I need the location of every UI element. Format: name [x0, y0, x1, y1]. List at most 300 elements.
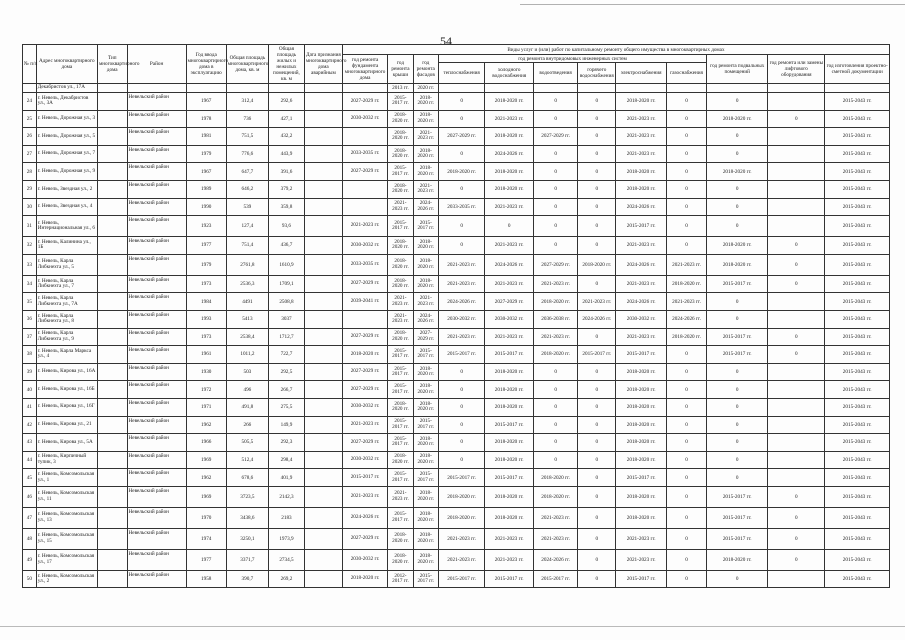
cell-elevator [768, 216, 825, 237]
cell-year: 1973 [186, 328, 226, 346]
cell-hot-water: 0 [578, 275, 616, 293]
cell-type [97, 398, 127, 416]
cell-design: 2015-2043 гг. [825, 434, 890, 452]
cell-sewer: 0 [533, 381, 577, 399]
cell-design: 2015-2043 гг. [825, 310, 890, 328]
cell-year [186, 84, 226, 93]
cell-district: Невельский район [127, 145, 186, 163]
cell-year: 1973 [186, 275, 226, 293]
cell-num: 42 [23, 416, 37, 434]
col-elevator: год ремонта или замены лифтового оборудования [768, 55, 825, 84]
cell-cold-water: 2015-2017 гг. [485, 469, 534, 487]
cell-district: Невельский район [127, 363, 186, 381]
cell-cold-water: 2024-2026 гг. [485, 254, 534, 275]
cell-hot-water: 0 [578, 180, 616, 198]
cell-facade: 2018-2020 гг. [413, 163, 438, 181]
cell-gas: 0 [666, 570, 706, 588]
cell-area-total: 678,6 [226, 469, 268, 487]
cell-recognition [304, 110, 342, 128]
col-num: № п/п [23, 45, 37, 84]
cell-cold-water [485, 84, 534, 93]
table-row [23, 346, 890, 364]
cell-electric: 2018-2020 гг. [616, 163, 667, 181]
cell-foundation: 2033-2035 гг. [342, 145, 387, 163]
cell-year: 1930 [186, 363, 226, 381]
cell-hot-water: 0 [578, 363, 616, 381]
cell-heat: 2018-2020 гг. [438, 486, 484, 507]
cell-area-total: 2536,3 [226, 275, 268, 293]
cell-num: 34 [23, 275, 37, 293]
cell-district: Невельский район [127, 328, 186, 346]
cell-foundation: 2027-2029 гг. [342, 93, 387, 111]
cell-area-total: 539 [226, 198, 268, 216]
cell-hot-water: 0 [578, 528, 616, 549]
cell-roof: 2018-2020 гг. [388, 275, 413, 293]
cell-design: 2015-2043 гг. [825, 180, 890, 198]
cell-num: 24 [23, 93, 37, 111]
capital-repair-table [22, 44, 890, 588]
cell-foundation: 2021-2023 гг. [342, 216, 387, 237]
cell-design: 2015-2043 гг. [825, 549, 890, 570]
cell-sewer: 0 [533, 416, 577, 434]
cell-type [97, 346, 127, 364]
cell-facade: 2018-2020 гг. [413, 549, 438, 570]
col-heat: теплоснабжения [438, 63, 484, 84]
cell-type [97, 469, 127, 487]
cell-hot-water: 2015-2017 гг. [578, 346, 616, 364]
cell-cold-water: 2021-2023 гг. [485, 237, 534, 255]
cell-recognition [304, 507, 342, 528]
table-row [23, 570, 890, 588]
cell-heat: 0 [438, 93, 484, 111]
cell-roof: 2015-2017 гг. [388, 469, 413, 487]
cell-area-total: 1011,2 [226, 346, 268, 364]
cell-num: 44 [23, 451, 37, 469]
cell-gas: 0 [666, 110, 706, 128]
cell-elevator [768, 163, 825, 181]
cell-foundation: 2030-2032 гг. [342, 451, 387, 469]
cell-foundation: 2027-2029 гг. [342, 363, 387, 381]
cell-year: 1966 [186, 434, 226, 452]
cell-heat: 0 [438, 416, 484, 434]
cell-basement: 2018-2020 гг. [707, 163, 768, 181]
cell-heat: 2021-2023 гг. [438, 275, 484, 293]
cell-electric: 2015-2017 гг. [616, 469, 667, 487]
cell-area-total: 503 [226, 363, 268, 381]
cell-electric: 2030-2032 гг. [616, 310, 667, 328]
col-address: Адрес многоквартирного дома [36, 45, 97, 84]
table-row [23, 310, 890, 328]
cell-area-total: 736 [226, 110, 268, 128]
cell-heat: 0 [438, 434, 484, 452]
cell-basement: 0 [707, 451, 768, 469]
col-basement: год ремонта подвальных помещений [707, 55, 768, 84]
cell-heat: 2021-2023 гг. [438, 549, 484, 570]
cell-sewer [533, 84, 577, 93]
cell-recognition [304, 363, 342, 381]
cell-design: 2015-2043 гг. [825, 381, 890, 399]
cell-gas: 0 [666, 216, 706, 237]
cell-basement: 0 [707, 93, 768, 111]
cell-hot-water: 0 [578, 451, 616, 469]
cell-type [97, 293, 127, 311]
cell-design: 2015-2043 гг. [825, 486, 890, 507]
col-year: Год ввода многоквартирного дома в эксплуатацию [186, 45, 226, 84]
cell-district: Невельский район [127, 416, 186, 434]
cell-roof: 2015-2017 гг. [388, 507, 413, 528]
cell-area-total: 4491 [226, 293, 268, 311]
cell-address: Декабристов ул., 17А [36, 84, 97, 93]
cell-roof: 2015-2017 гг. [388, 363, 413, 381]
cell-area-living: 443,9 [269, 145, 305, 163]
cell-hot-water: 0 [578, 216, 616, 237]
cell-type [97, 145, 127, 163]
cell-roof: 2015-2017 гг. [388, 346, 413, 364]
cell-heat: 2021-2023 гг. [438, 528, 484, 549]
cell-year: 1962 [186, 416, 226, 434]
cell-heat: 0 [438, 381, 484, 399]
cell-type [97, 275, 127, 293]
cell-design: 2015-2043 гг. [825, 237, 890, 255]
cell-heat: 2021-2023 гг. [438, 254, 484, 275]
col-gas: газоснабжения [666, 63, 706, 84]
cell-gas [666, 84, 706, 93]
cell-num: 50 [23, 570, 37, 588]
cell-type [97, 254, 127, 275]
cell-electric: 2024-2026 гг. [616, 293, 667, 311]
cell-year: 1962 [186, 469, 226, 487]
cell-roof: 2018-2020 гг. [388, 254, 413, 275]
cell-area-living: 359,8 [269, 198, 305, 216]
cell-basement: 0 [707, 363, 768, 381]
cell-year: 1958 [186, 570, 226, 588]
cell-year: 1969 [186, 451, 226, 469]
col-design: год изготовления проектно-сметной документации [825, 55, 890, 84]
col-recognition: Дата признания многоквартирного дома аварийным [304, 45, 342, 84]
cell-area-total: 647,7 [226, 163, 268, 181]
cell-district: Невельский район [127, 216, 186, 237]
cell-facade: 2018-2020 гг. [413, 254, 438, 275]
cell-basement: 2015-2017 гг. [707, 275, 768, 293]
cell-year: 1967 [186, 93, 226, 111]
cell-area-living [269, 84, 305, 93]
cell-foundation: 2018-2020 гг. [342, 570, 387, 588]
cell-type [97, 381, 127, 399]
table-row [23, 163, 890, 181]
cell-hot-water: 0 [578, 163, 616, 181]
cell-roof: 2018-2020 гг. [388, 145, 413, 163]
cell-gas: 0 [666, 451, 706, 469]
cell-area-living: 2142,3 [269, 486, 305, 507]
cell-num: 35 [23, 293, 37, 311]
cell-address: г. Невель, Кирова ул., 16А [36, 363, 97, 381]
cell-heat: 2015-2017 гг. [438, 570, 484, 588]
cell-gas: 0 [666, 145, 706, 163]
cell-address: г. Невель, Карла Либкнехта ул., 5 [36, 254, 97, 275]
cell-hot-water: 0 [578, 328, 616, 346]
cell-area-living: 436,7 [269, 237, 305, 255]
cell-district: Невельский район [127, 128, 186, 146]
cell-heat: 0 [438, 363, 484, 381]
cell-num: 33 [23, 254, 37, 275]
cell-num [23, 84, 37, 93]
cell-num: 26 [23, 128, 37, 146]
cell-sewer: 0 [533, 163, 577, 181]
table-row [23, 110, 890, 128]
cell-gas: 0 [666, 128, 706, 146]
cell-sewer: 0 [533, 198, 577, 216]
cell-facade: 2018-2020 гг. [413, 451, 438, 469]
cell-roof: 2015-2017 гг. [388, 416, 413, 434]
cell-area-living: 427,1 [269, 110, 305, 128]
cell-cold-water: 2015-2017 гг. [485, 416, 534, 434]
cell-heat: 2018-2020 гг. [438, 507, 484, 528]
cell-area-total: 496 [226, 381, 268, 399]
cell-district: Невельский район [127, 507, 186, 528]
cell-hot-water [578, 84, 616, 93]
cell-area-living: 292,3 [269, 434, 305, 452]
cell-recognition [304, 328, 342, 346]
table-row [23, 237, 890, 255]
cell-roof: 2018-2020 гг. [388, 237, 413, 255]
cell-hot-water: 0 [578, 549, 616, 570]
cell-foundation [342, 198, 387, 216]
cell-roof: 2018-2020 гг. [388, 451, 413, 469]
cell-type [97, 310, 127, 328]
cell-num: 43 [23, 434, 37, 452]
cell-roof: 2018-2020 гг. [388, 110, 413, 128]
cell-sewer: 2015-2017 гг. [533, 570, 577, 588]
cell-basement: 0 [707, 381, 768, 399]
cell-gas: 0 [666, 398, 706, 416]
cell-roof: 2018-2020 гг. [388, 398, 413, 416]
cell-basement: 2015-2017 гг. [707, 528, 768, 549]
col-hot-water: горячего водоснабжения [578, 63, 616, 84]
cell-address: г. Невель, Комсомольская ул., 2 [36, 570, 97, 588]
cell-basement: 0 [707, 310, 768, 328]
cell-recognition [304, 275, 342, 293]
cell-elevator: 0 [768, 237, 825, 255]
cell-address: г. Невель, Звездная ул., 4 [36, 198, 97, 216]
cell-electric: 2015-2017 гг. [616, 216, 667, 237]
cell-facade: 2027-2029 гг. [413, 328, 438, 346]
table-row [23, 216, 890, 237]
cell-electric [616, 84, 667, 93]
cell-address: г. Невель, Дорожная ул., 9 [36, 163, 97, 181]
cell-cold-water: 2021-2023 гг. [485, 328, 534, 346]
cell-year: 1989 [186, 180, 226, 198]
cell-design: 2015-2043 гг. [825, 93, 890, 111]
cell-sewer: 2018-2020 гг. [533, 346, 577, 364]
cell-address: г. Невель, Интернациональная ул., 6 [36, 216, 97, 237]
cell-district: Невельский район [127, 110, 186, 128]
cell-basement: 2015-2017 гг. [707, 486, 768, 507]
cell-hot-water: 0 [578, 198, 616, 216]
cell-area-total: 3438,6 [226, 507, 268, 528]
cell-type [97, 163, 127, 181]
cell-area-total: 390,7 [226, 570, 268, 588]
cell-num: 29 [23, 180, 37, 198]
cell-gas: 0 [666, 549, 706, 570]
cell-district: Невельский район [127, 451, 186, 469]
cell-electric: 2021-2023 гг. [616, 237, 667, 255]
cell-design: 2015-2043 гг. [825, 507, 890, 528]
cell-elevator: 0 [768, 528, 825, 549]
cell-hot-water: 0 [578, 381, 616, 399]
cell-gas: 0 [666, 363, 706, 381]
cell-elevator: 0 [768, 328, 825, 346]
cell-area-total: 3723,5 [226, 486, 268, 507]
cell-district: Невельский район [127, 469, 186, 487]
cell-electric: 2018-2020 гг. [616, 451, 667, 469]
cell-num: 36 [23, 310, 37, 328]
cell-foundation [342, 84, 387, 93]
cell-area-total: 312,4 [226, 93, 268, 111]
cell-electric: 2015-2017 гг. [616, 346, 667, 364]
cell-basement: 0 [707, 469, 768, 487]
table-row [23, 328, 890, 346]
cell-year: 1981 [186, 128, 226, 146]
cell-electric: 2024-2026 гг. [616, 254, 667, 275]
cell-hot-water: 0 [578, 434, 616, 452]
cell-area-living: 149,9 [269, 416, 305, 434]
cell-foundation: 2021-2023 гг. [342, 486, 387, 507]
cell-facade: 2018-2020 гг. [413, 363, 438, 381]
cell-roof: 2021-2023 гг. [388, 310, 413, 328]
cell-address: г. Невель, Карла Маркса ул., 4 [36, 346, 97, 364]
cell-gas: 2021-2023 гг. [666, 293, 706, 311]
col-cold-water: холодного водоснабжения [485, 63, 534, 84]
cell-heat [438, 84, 484, 93]
cell-cold-water: 0 [485, 216, 534, 237]
cell-area-living: 93,6 [269, 216, 305, 237]
cell-area-total: 5413 [226, 310, 268, 328]
cell-elevator [768, 451, 825, 469]
cell-area-total: 3371,7 [226, 549, 268, 570]
cell-facade: 2015-2017 гг. [413, 346, 438, 364]
cell-area-living: 2734,5 [269, 549, 305, 570]
col-area-total: Общая площадь многоквартирного дома, кв. м [226, 45, 268, 84]
cell-facade: 2018-2020 гг. [413, 507, 438, 528]
cell-sewer: 2027-2029 гг. [533, 254, 577, 275]
cell-district: Невельский район [127, 163, 186, 181]
cell-num: 32 [23, 237, 37, 255]
cell-area-living: 401,9 [269, 469, 305, 487]
cell-address: г. Невель, Карла Либкнехта ул., 8 [36, 310, 97, 328]
cell-type [97, 128, 127, 146]
cell-district: Невельский район [127, 93, 186, 111]
cell-basement: 2015-2017 гг. [707, 328, 768, 346]
cell-district: Невельский район [127, 570, 186, 588]
cell-address: г. Невель, Комсомольская ул., 11 [36, 486, 97, 507]
cell-num: 38 [23, 346, 37, 364]
cell-facade: 2015-2017 гг. [413, 469, 438, 487]
cell-type [97, 528, 127, 549]
cell-num: 28 [23, 163, 37, 181]
cell-facade: 2021-2023 гг. [413, 180, 438, 198]
cell-facade: 2021-2023 гг. [413, 293, 438, 311]
cell-basement: 0 [707, 180, 768, 198]
cell-heat: 0 [438, 216, 484, 237]
cell-facade: 2018-2020 гг. [413, 398, 438, 416]
cell-hot-water: 0 [578, 145, 616, 163]
cell-area-total: 3250,1 [226, 528, 268, 549]
cell-elevator [768, 416, 825, 434]
cell-num: 25 [23, 110, 37, 128]
cell-basement: 2018-2020 гг. [707, 110, 768, 128]
cell-design: 2015-2043 гг. [825, 398, 890, 416]
cell-design: 2015-2043 гг. [825, 145, 890, 163]
cell-district: Невельский район [127, 180, 186, 198]
cell-foundation [342, 128, 387, 146]
cell-gas: 0 [666, 486, 706, 507]
cell-year: 1990 [186, 198, 226, 216]
cell-electric: 2021-2023 гг. [616, 128, 667, 146]
cell-cold-water: 2018-2020 гг. [485, 363, 534, 381]
cell-type [97, 198, 127, 216]
cell-gas: 0 [666, 180, 706, 198]
cell-roof: 2018-2020 гг. [388, 528, 413, 549]
cell-gas: 2018-2020 гг. [666, 328, 706, 346]
cell-num: 45 [23, 469, 37, 487]
cell-address: г. Невель, Кирова ул., 5А [36, 434, 97, 452]
cell-hot-water: 2018-2020 гг. [578, 254, 616, 275]
cell-design: 2015-2043 гг. [825, 416, 890, 434]
cell-basement [707, 84, 768, 93]
cell-recognition [304, 180, 342, 198]
cell-sewer: 0 [533, 237, 577, 255]
cell-sewer: 0 [533, 398, 577, 416]
cell-design: 2015-2043 гг. [825, 275, 890, 293]
cell-electric: 2021-2023 гг. [616, 528, 667, 549]
cell-num: 37 [23, 328, 37, 346]
cell-design: 2015-2043 гг. [825, 254, 890, 275]
cell-year: 1969 [186, 486, 226, 507]
cell-gas: 0 [666, 237, 706, 255]
cell-elevator [768, 310, 825, 328]
cell-foundation: 2018-2020 гг. [342, 346, 387, 364]
cell-elevator [768, 84, 825, 93]
cell-area-total: 505,5 [226, 434, 268, 452]
cell-recognition [304, 398, 342, 416]
cell-type [97, 328, 127, 346]
cell-foundation: 2027-2029 гг. [342, 163, 387, 181]
cell-recognition [304, 163, 342, 181]
cell-recognition [304, 528, 342, 549]
cell-area-total: 512,4 [226, 451, 268, 469]
cell-design: 2015-2043 гг. [825, 328, 890, 346]
table-row [23, 507, 890, 528]
cell-cold-water: 2027-2029 гг. [485, 293, 534, 311]
cell-area-total: 2538,4 [226, 328, 268, 346]
cell-electric: 2015-2017 гг. [616, 570, 667, 588]
cell-recognition [304, 451, 342, 469]
cell-electric: 2018-2020 гг. [616, 486, 667, 507]
cell-foundation: 2030-2032 гг. [342, 398, 387, 416]
cell-electric: 2021-2023 гг. [616, 110, 667, 128]
table-row [23, 416, 890, 434]
cell-area-total: 2761,8 [226, 254, 268, 275]
cell-electric: 2018-2020 гг. [616, 363, 667, 381]
cell-cold-water: 2018-2020 гг. [485, 451, 534, 469]
cell-design: 2015-2043 гг. [825, 346, 890, 364]
cell-recognition [304, 93, 342, 111]
page-number: 54 [440, 34, 452, 48]
cell-num: 47 [23, 507, 37, 528]
table-row [23, 198, 890, 216]
cell-electric: 2018-2020 гг. [616, 434, 667, 452]
cell-electric: 2021-2023 гг. [616, 145, 667, 163]
